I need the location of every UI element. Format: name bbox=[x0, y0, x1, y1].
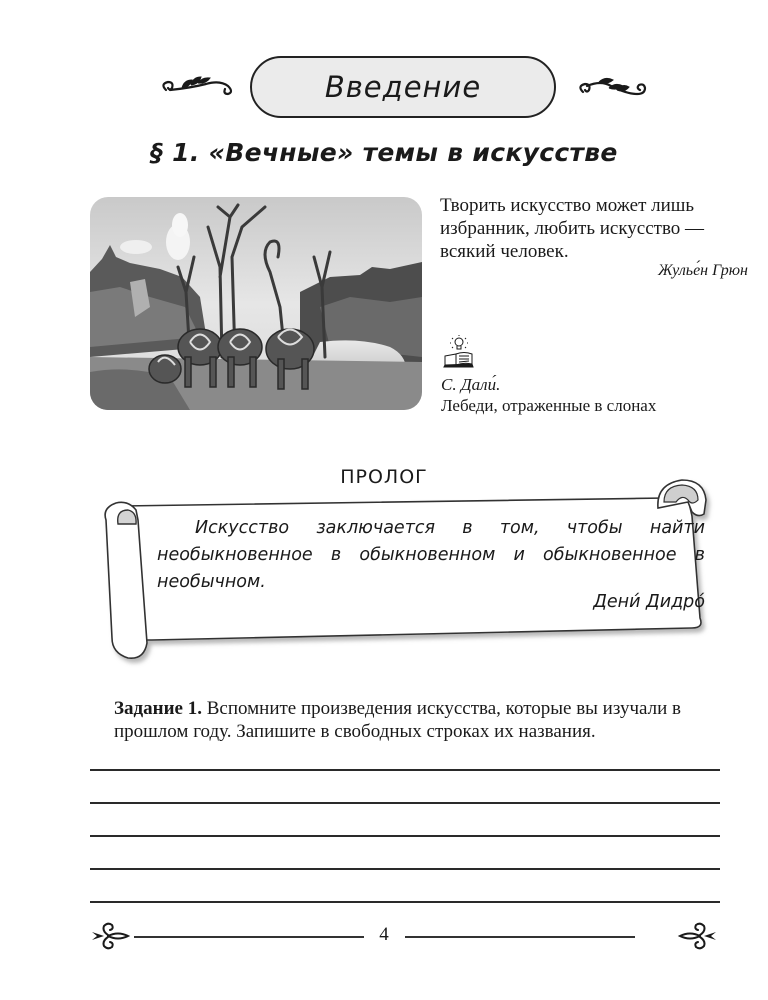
painting-artist: С. Дали́. bbox=[441, 375, 501, 394]
task-text: Вспомните произведения искусства, которые вы изучали в прошлом году. Запишите в свободных строках их названия. bbox=[114, 698, 681, 742]
footer-rule-left bbox=[134, 936, 364, 938]
prolog-quote-author: Дени́ Дидро́ bbox=[593, 592, 705, 612]
footer-left-ornament-icon bbox=[88, 921, 132, 951]
answer-line-3[interactable] bbox=[90, 835, 720, 837]
task-1 bbox=[114, 697, 726, 743]
chapter-title: Введение bbox=[324, 70, 482, 104]
answer-line-2[interactable] bbox=[90, 802, 720, 804]
right-flourish-ornament-icon bbox=[573, 74, 653, 102]
left-flourish-ornament-icon bbox=[158, 74, 238, 102]
painting-swans-reflecting-elephants bbox=[90, 197, 422, 410]
section-title: § 1. «Вечные» темы в искусстве bbox=[150, 138, 618, 167]
answer-line-1[interactable] bbox=[90, 769, 720, 771]
prolog-heading: ПРОЛОГ bbox=[340, 466, 428, 488]
task-label: Задание 1. bbox=[114, 698, 202, 719]
painting-title: Лебеди, отраженные в слонах bbox=[441, 396, 657, 415]
prolog-quote: Искусство заключается в том, чтобы найти необыкновенное в обыкновенном и обыкновенное в необычном. bbox=[157, 518, 705, 592]
footer-rule-right bbox=[405, 936, 635, 938]
epigraph-text: Творить искусство может лишь избранник, любить искусство — всякий человек. bbox=[440, 195, 705, 262]
epigraph-author: Жулье́н Грюн bbox=[657, 262, 748, 279]
lightbulb-book-icon bbox=[442, 334, 476, 368]
answer-line-5[interactable] bbox=[90, 901, 720, 903]
footer-right-ornament-icon bbox=[676, 921, 720, 951]
answer-line-4[interactable] bbox=[90, 868, 720, 870]
painting-image bbox=[90, 197, 422, 410]
chapter-title-banner bbox=[250, 56, 556, 118]
page-number: 4 bbox=[379, 924, 389, 945]
